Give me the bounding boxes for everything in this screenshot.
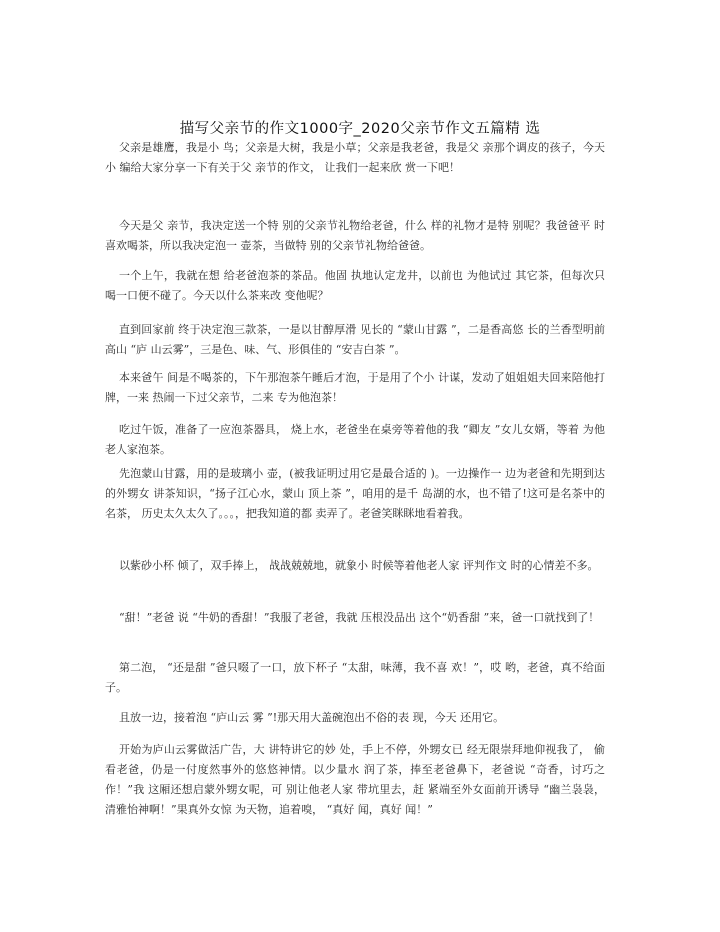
body-paragraph-4: 本来爸午 间是不喝茶的，下午那泡茶午睡后才泡，于是用了个小 计谋，发动了姐姐姐夫回来陪他打牌，一来 热闹一下过父亲节，二来 专为他泡茶！ (105, 371, 605, 404)
body-paragraph-1: 今天是父 亲节，我决定送一个特 别的父亲节礼物给老爸，什么 样的礼物才是特 别呢？我爸爸平 时喜欢喝茶，所以我决定泡一 壶茶，当做特 别的父亲节礼物给爸爸。 (105, 219, 605, 252)
body-paragraph-8: “甜！”老爸 说 “牛奶的香甜！”我服了老爸，我就 压根没品出 这个“奶香甜 ”来，爸一口就找到了！ (119, 611, 600, 624)
document-title: 描写父亲节的作文1000字_2020父亲节作文五篇精 选 (179, 121, 541, 137)
body-paragraph-11: 开始为庐山云雾做活广告，大 讲特讲它的妙 处，手上不停，外甥女已 经无限崇拜地仰视我了， 偷看老爸，仍是一付度然事外的悠悠神情。以少量水 润了茶，捧至老爸鼻下，老爸说 “奇香，讨巧之作！”我 这厢还想启蒙外甥女呢，可 别让他老人家 带坑里去，赶 紧端至外女面前开诱导 “幽兰袅袅，清雅怡神啊！”果真外女惊 为天物，追着嗅， “真好 闻，真好 闻！” (105, 743, 605, 816)
body-paragraph-2: 一个上午，我就在想 给老爸泡茶的茶品。他固 执地认定龙井，以前也 为他试过 其它茶，但每次只喝一口便不碰了。今天以什么茶来改 变他呢？ (105, 269, 605, 302)
body-paragraph-10: 且放一边，接着泡 “庐山云 雾 ”!那天用大盖碗泡出不俗的表 现，今天 还用它。 (119, 711, 505, 724)
body-paragraph-3: 直到回家前 终于决定泡三款茶，一是以甘醇厚滑 见长的 “蒙山甘露 ”，二是香高悠 长的兰香型明前高山 “庐 山云雾”，三是色、味、气、形俱佳的 “安吉白茶 ”。 (105, 323, 605, 356)
body-paragraph-9: 第二泡， “还是甜 ”爸只啜了一口，放下杯子 “太甜，味薄，我不喜 欢！”，哎 哟，老爸，真不给面子。 (105, 661, 605, 694)
body-paragraph-6: 先泡蒙山甘露，用的是玻璃小 壶，(被我证明过用它是最合适的 )。一边操作一 边为老爸和先期到达的外甥女 讲茶知识，“扬子江心水，蒙山 顶上茶 ”，咱用的是千 岛湖的水，也不错了!这可是名茶中的名茶， 历史太久太久了。。。，把我知道的都 卖弄了。老爸笑眯眯地看着我。 (105, 467, 605, 520)
body-paragraph-7: 以紫砂小杯 倾了，双手捧上， 战战兢兢地，就象小 时候等着他老人家 评判作文 时的心情差不多。 (119, 559, 599, 572)
body-paragraph-5: 吃过午饭，准备了一应泡茶器具， 烧上水，老爸坐在桌旁等着他的我 “卿友 ”女儿女婿，等着 为他老人家泡茶。 (105, 423, 605, 456)
intro-paragraph: 父亲是雄鹰，我是小 鸟；父亲是大树，我是小草；父亲是我老爸，我是父 亲那个调皮的孩子，今天小 编给大家分享一下有关于父 亲节的作文， 让我们一起来欣 赏一下吧！ (105, 141, 605, 174)
